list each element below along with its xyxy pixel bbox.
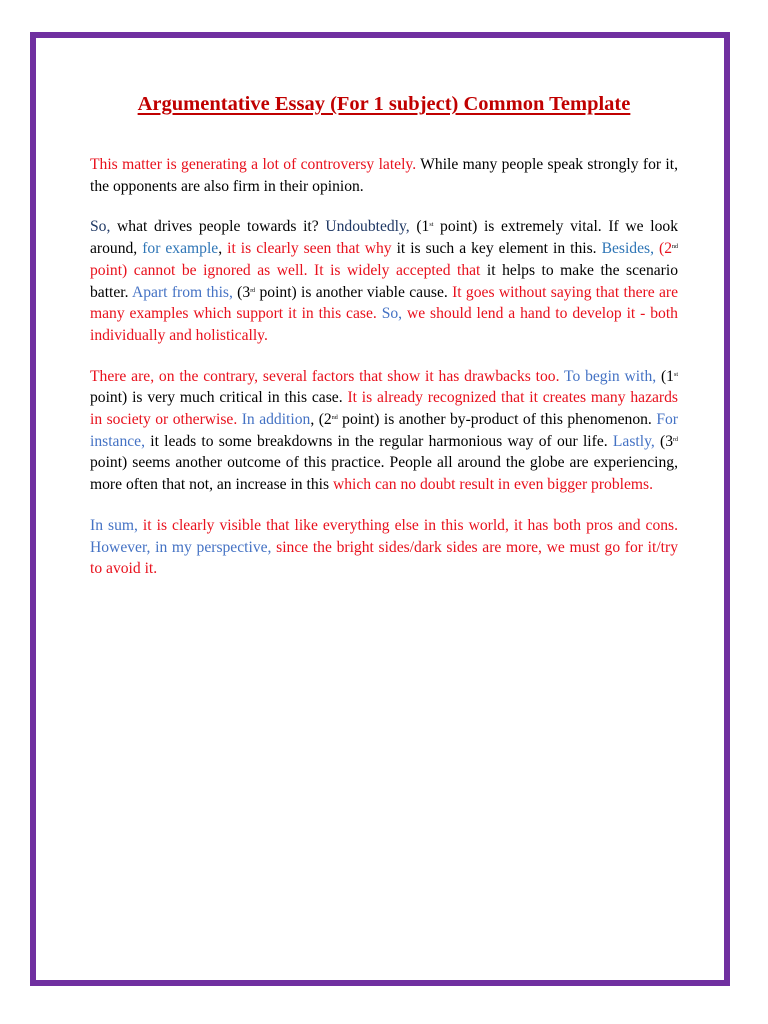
essay-body bbox=[90, 154, 678, 599]
text-segment: point) is another viable cause. bbox=[255, 283, 453, 301]
text-segment: (1 bbox=[409, 218, 430, 236]
text-segment: what drives people towards it? bbox=[110, 218, 326, 236]
text-segment: since the bright sides/dark sides are more, we must go for it/try to avoid it. bbox=[90, 538, 678, 578]
text-segment: For instance, bbox=[90, 411, 678, 450]
text-segment: it is clearly visible that like everything else in this world, it has both pros and cons. bbox=[137, 516, 678, 534]
text-segment: point) is very much critical in this case. bbox=[90, 389, 348, 407]
text-segment: nd bbox=[331, 415, 338, 422]
text-segment: There are, on the contrary, several factors that show it has drawbacks too. bbox=[90, 367, 560, 385]
text-segment: , (2 bbox=[310, 411, 332, 429]
text-segment: In sum, bbox=[90, 516, 138, 534]
text-segment: point) cannot be ignored as well. It is widely accepted that bbox=[90, 261, 481, 279]
text-segment: While many people speak strongly for it, the opponents are also firm in their opinion. bbox=[90, 156, 678, 195]
text-segment: point) is extremely vital. If we look around, bbox=[90, 218, 678, 258]
text-segment: (3 bbox=[232, 283, 251, 301]
text-segment: (2 bbox=[654, 240, 672, 258]
text-segment: In addition bbox=[241, 411, 311, 429]
text-segment: we should lend a hand to develop it - both individually and holistically. bbox=[90, 305, 678, 344]
text-segment: rd bbox=[250, 287, 256, 294]
text-segment: It is already recognized that it creates many hazards in society or otherwise. bbox=[90, 389, 678, 429]
text-segment: (3 bbox=[654, 432, 673, 450]
text-segment: However, in my perspective, bbox=[90, 538, 272, 556]
intro-paragraph bbox=[90, 154, 678, 197]
supporting-paragraph bbox=[90, 216, 678, 346]
text-segment: To begin with, bbox=[564, 367, 657, 385]
text-segment: So, bbox=[381, 305, 403, 323]
document-title: Argumentative Essay (For 1 subject) Common Template bbox=[137, 93, 631, 115]
text-segment: nd bbox=[672, 244, 678, 251]
text-segment: Undoubtedly, bbox=[325, 218, 410, 236]
text-segment: st bbox=[429, 222, 434, 229]
text-segment: , bbox=[218, 240, 228, 258]
text-segment: it is clearly seen that why bbox=[227, 240, 392, 258]
text-segment: So, bbox=[90, 218, 111, 236]
text-segment: it helps to make the scenario batter. bbox=[90, 261, 678, 301]
text-segment: Besides, bbox=[601, 240, 654, 258]
text-segment: Lastly, bbox=[612, 432, 655, 450]
text-segment: point) is another by-product of this phenomenon. bbox=[337, 411, 657, 429]
text-segment: which can no doubt result in even bigger problems. bbox=[332, 476, 653, 494]
text-segment: It goes without saying that there are many examples which support it in this case. bbox=[90, 283, 679, 323]
text-segment: (1 bbox=[656, 367, 674, 385]
text-segment: rd bbox=[673, 436, 678, 443]
text-segment: it leads to some breakdowns in the regular harmonious way of our life. bbox=[145, 432, 613, 450]
counter-paragraph bbox=[90, 366, 678, 496]
text-segment: This matter is generating a lot of controversy lately. bbox=[90, 156, 417, 173]
text-segment: Apart from this, bbox=[132, 283, 233, 301]
text-segment: point) seems another outcome of this practice. People all around the globe are experiencing, more often that not, an increase in this bbox=[90, 454, 678, 494]
text-segment: st bbox=[673, 371, 678, 378]
text-segment: for example bbox=[142, 240, 219, 258]
text-segment: it is such a key element in this. bbox=[391, 240, 602, 258]
conclusion-paragraph bbox=[90, 515, 678, 580]
